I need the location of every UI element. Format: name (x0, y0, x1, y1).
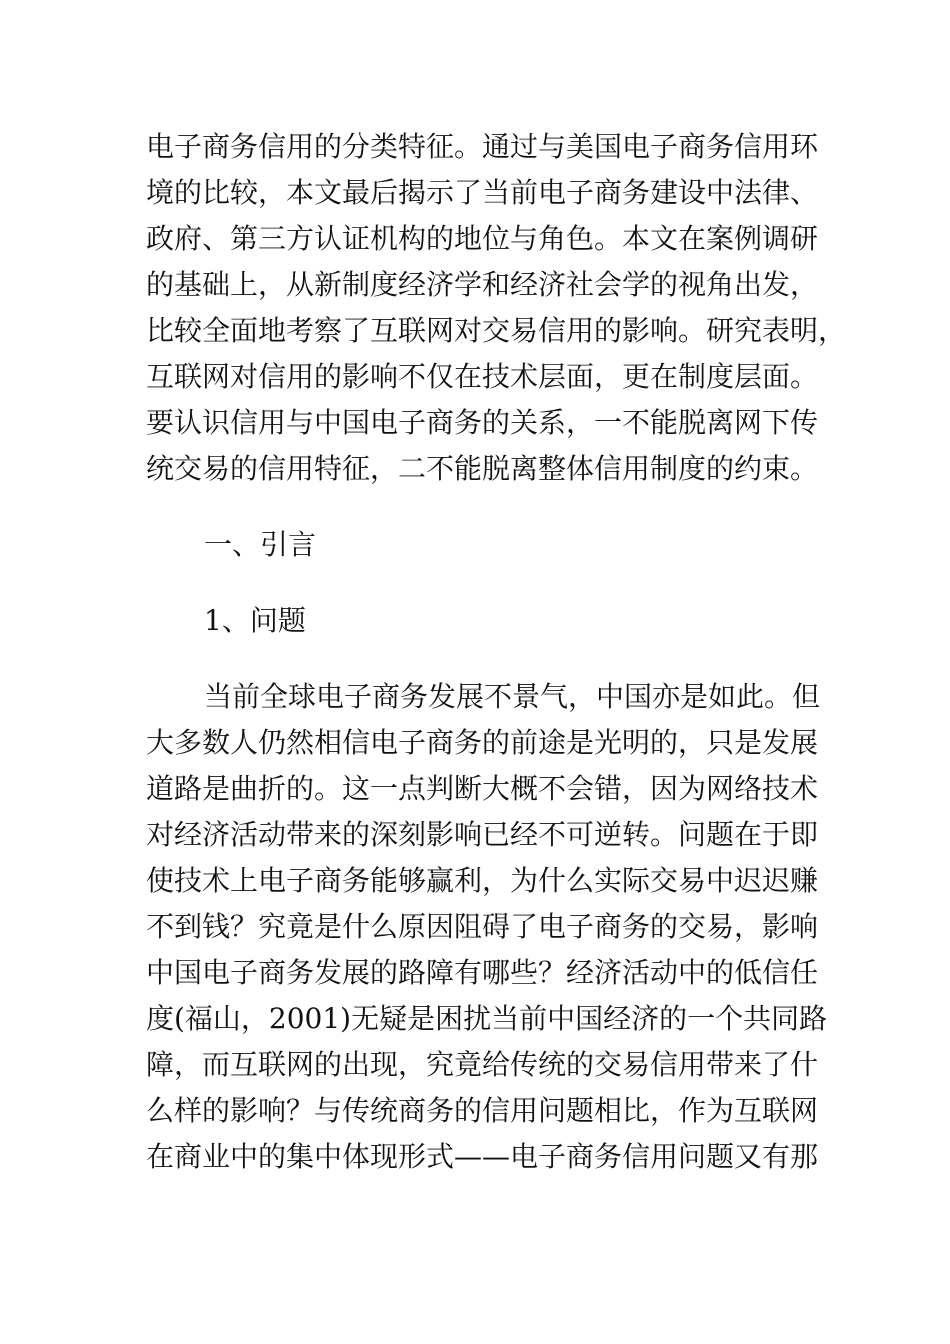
body-paragraph (146, 674, 866, 1180)
text-line: 比较全面地考察了互联网对交易信用的影响。研究表明， (146, 314, 847, 347)
text-line: 在商业中的集中体现形式——电子商务信用问题又有那 (146, 1140, 819, 1173)
text-line: 不到钱？究竟是什么原因阻碍了电子商务的交易，影响 (146, 910, 819, 943)
text-line: 障，而互联网的出现，究竟给传统的交易信用带来了什 (146, 1048, 819, 1081)
text-line: 的基础上，从新制度经济学和经济社会学的视角出发， (146, 268, 819, 301)
section-heading: 一、引言 (204, 528, 317, 561)
document-body (146, 124, 866, 1180)
text-line: 要认识信用与中国电子商务的关系，一不能脱离网下传 (146, 406, 819, 439)
text-line: 对经济活动带来的深刻影响已经不可逆转。问题在于即 (146, 818, 819, 851)
text-line: 当前全球电子商务发展不景气，中国亦是如此。但 (204, 680, 821, 713)
text-line: 度(福山，2001)无疑是困扰当前中国经济的一个共同路 (146, 1002, 828, 1035)
text-line: 政府、第三方认证机构的地位与角色。本文在案例调研 (146, 222, 819, 255)
text-line: 道路是曲折的。这一点判断大概不会错，因为网络技术 (146, 772, 819, 805)
text-line: 互联网对信用的影响不仅在技术层面，更在制度层面。 (146, 360, 819, 393)
text-line: 中国电子商务发展的路障有哪些？经济活动中的低信任 (146, 956, 819, 989)
text-line: 么样的影响？与传统商务的信用问题相比，作为互联网 (146, 1094, 819, 1127)
subsection-heading: 1、问题 (204, 604, 306, 637)
text-line: 大多数人仍然相信电子商务的前途是光明的，只是发展 (146, 726, 819, 759)
text-line: 电子商务信用的分类特征。通过与美国电子商务信用环 (146, 130, 819, 163)
text-line: 统交易的信用特征，二不能脱离整体信用制度的约束。 (146, 452, 819, 485)
abstract-paragraph (146, 124, 866, 492)
text-line: 境的比较，本文最后揭示了当前电子商务建设中法律、 (146, 176, 819, 209)
text-line: 使技术上电子商务能够赢利，为什么实际交易中迟迟赚 (146, 864, 819, 897)
